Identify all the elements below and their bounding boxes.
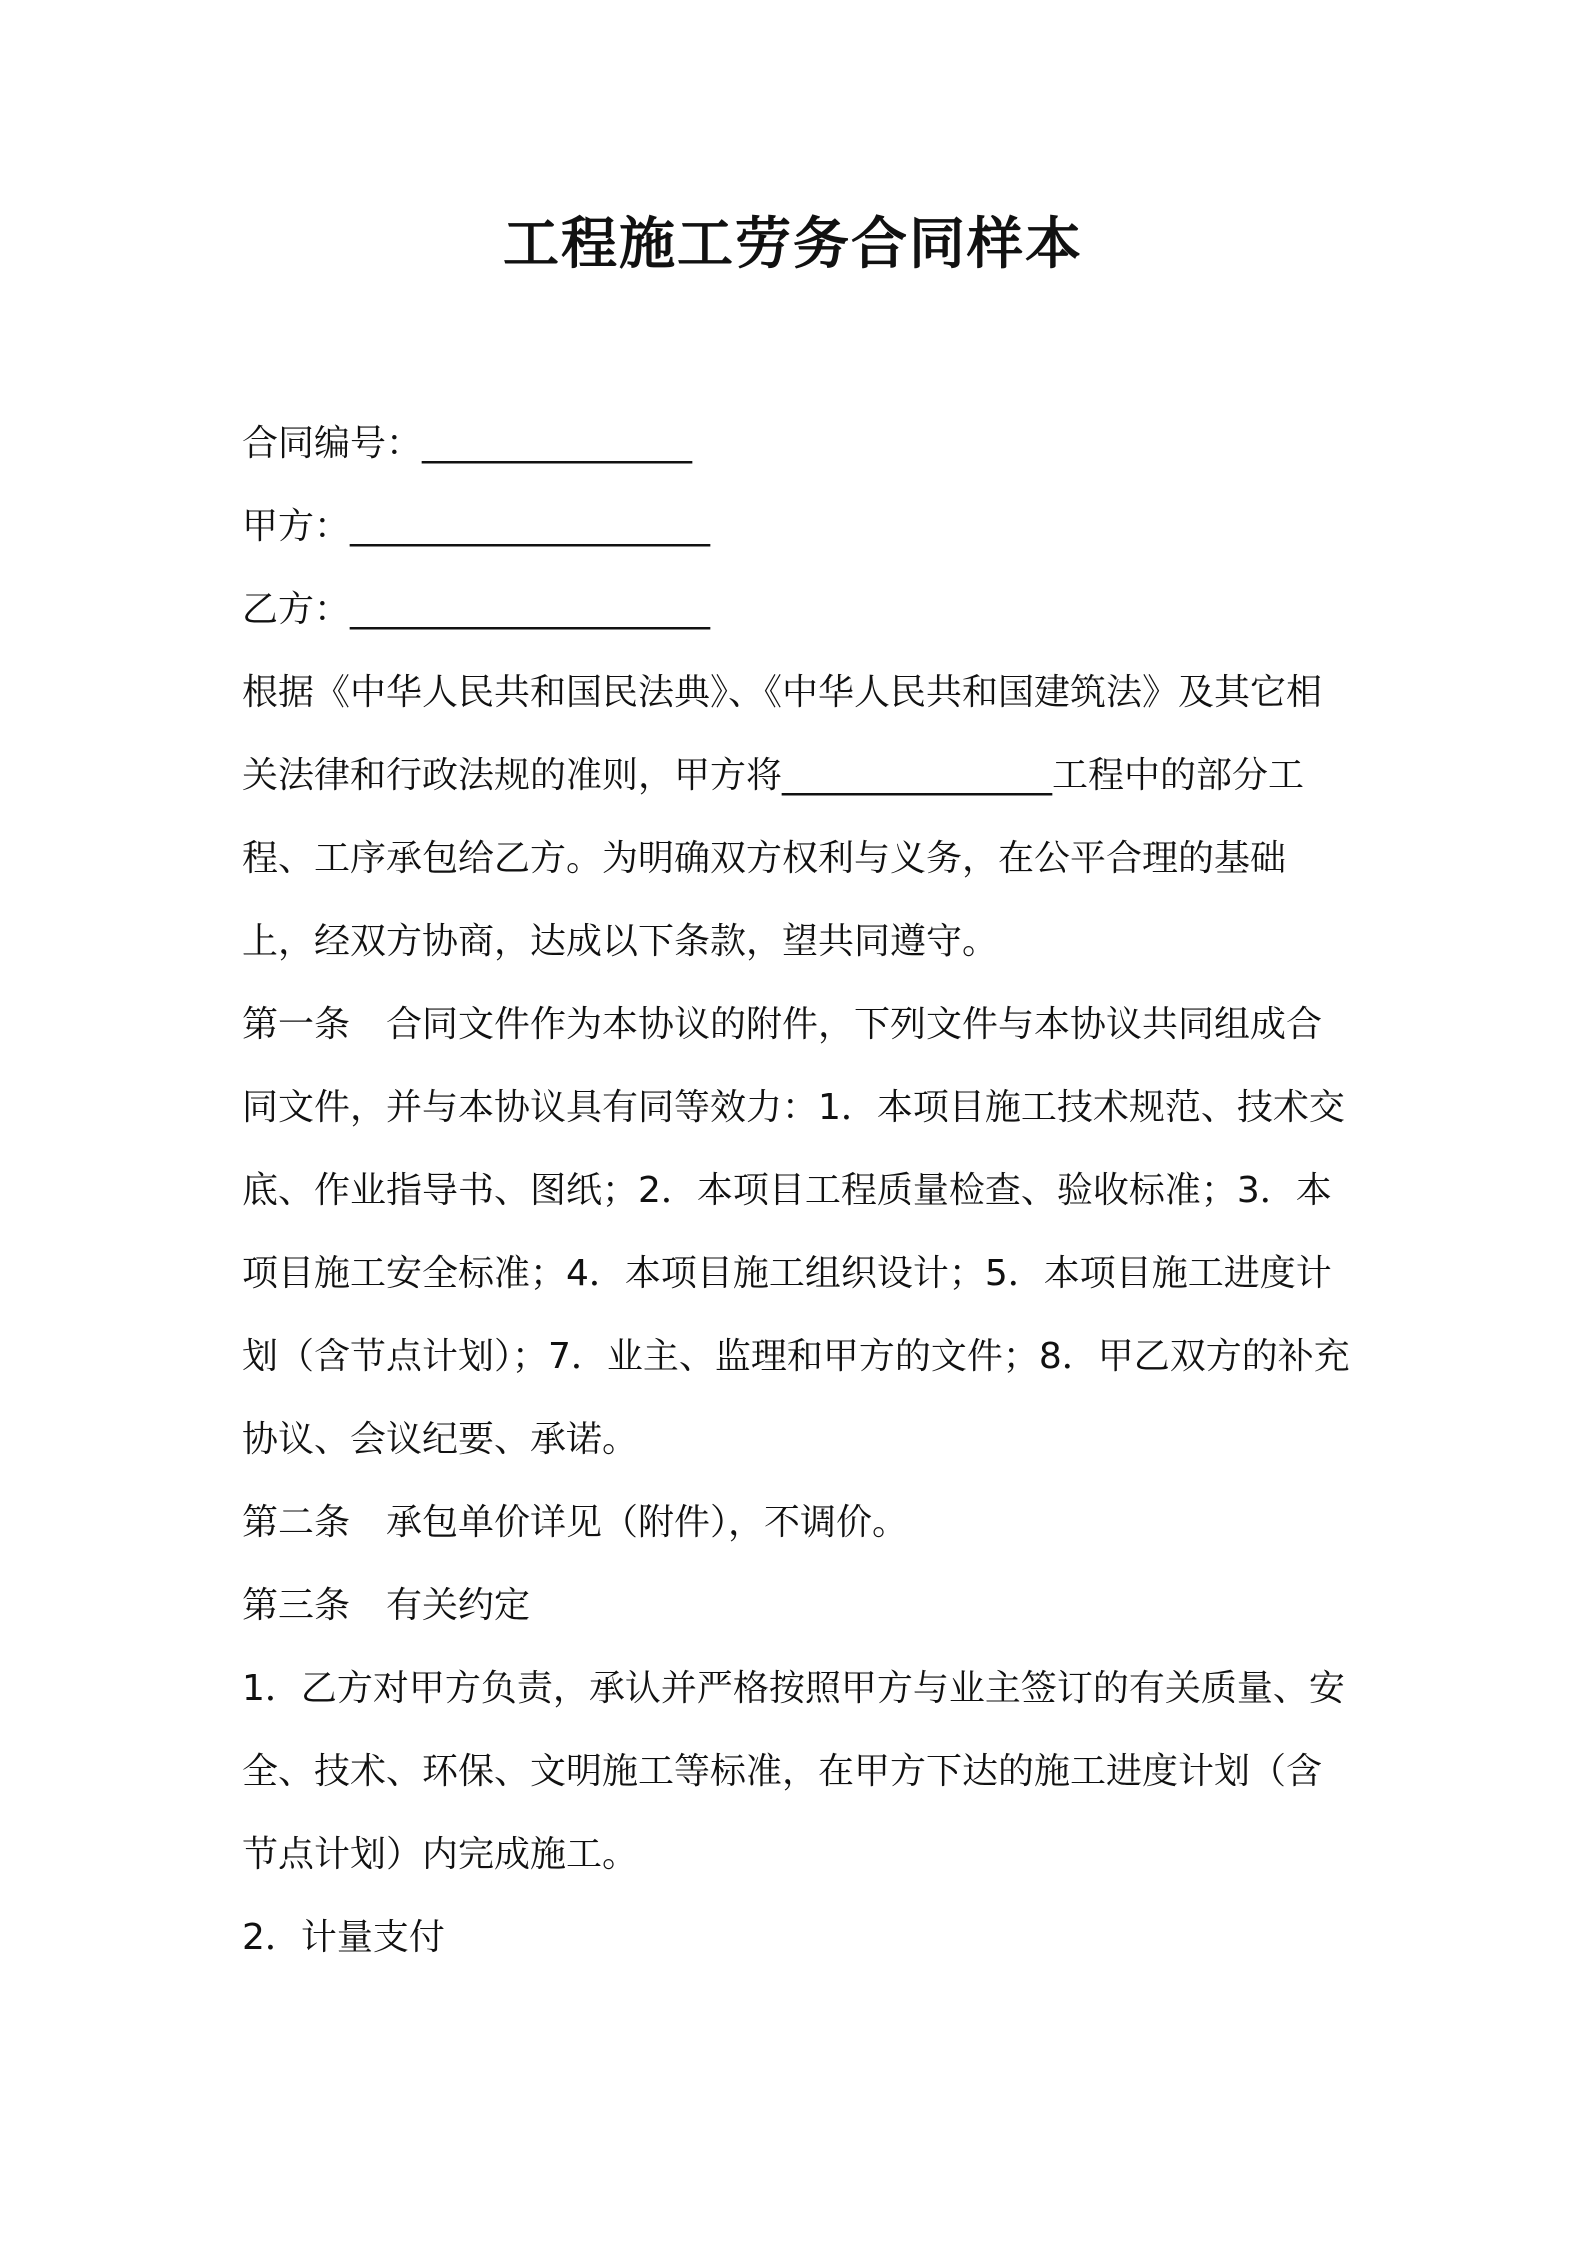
clause-item-2: 2．计量支付 bbox=[242, 1917, 445, 1958]
article-2-text: 承包单价详见（附件），不调价。 bbox=[386, 1502, 909, 1543]
article-3 bbox=[242, 1564, 1352, 1647]
article-1-text: 合同文件作为本协议的附件，下列文件与本协议共同组成合同文件，并与本协议具有同等效力：1．本项目施工技术规范、技术交底、作业指导书、图纸；2．本项目工程质量检查、验收标准；3．本项目施工安全标准；4．本项目施工组织设计；5．本项目施工进度计划（含节点计划）；7．业主、监理和甲方的文件；8．甲乙双方的补充协议、会议纪要、承诺。 bbox=[242, 1004, 1350, 1460]
article-1 bbox=[242, 983, 1352, 1481]
article-3-label: 第三条 bbox=[242, 1585, 351, 1626]
article-1-label: 第一条 bbox=[242, 1004, 351, 1045]
article-3-text: 有关约定 bbox=[386, 1585, 531, 1626]
party-b-field: 乙方：____________________ bbox=[242, 589, 711, 630]
document-title: 工程施工劳务合同样本 bbox=[503, 212, 1083, 277]
clause-item-1: 1．乙方对甲方负责，承认并严格按照甲方与业主签订的有关质量、安全、技术、环保、文明施工等标准，在甲方下达的施工进度计划（含节点计划）内完成施工。 bbox=[242, 1668, 1345, 1875]
contract-number-field: 合同编号：_______________ bbox=[242, 423, 693, 464]
document-body bbox=[242, 402, 1352, 1979]
preamble-paragraph: 根据《中华人民共和国民法典》、《中华人民共和国建筑法》及其它相关法律和行政法规的准则，甲方将_______________工程中的部分工程、工序承包给乙方。为明确双方权利与义务，在公平合理的基础上，经双方协商，达成以下条款，望共同遵守。 bbox=[242, 672, 1323, 962]
article-2 bbox=[242, 1481, 1352, 1564]
party-a-field: 甲方：____________________ bbox=[242, 506, 711, 547]
article-2-label: 第二条 bbox=[242, 1502, 351, 1543]
